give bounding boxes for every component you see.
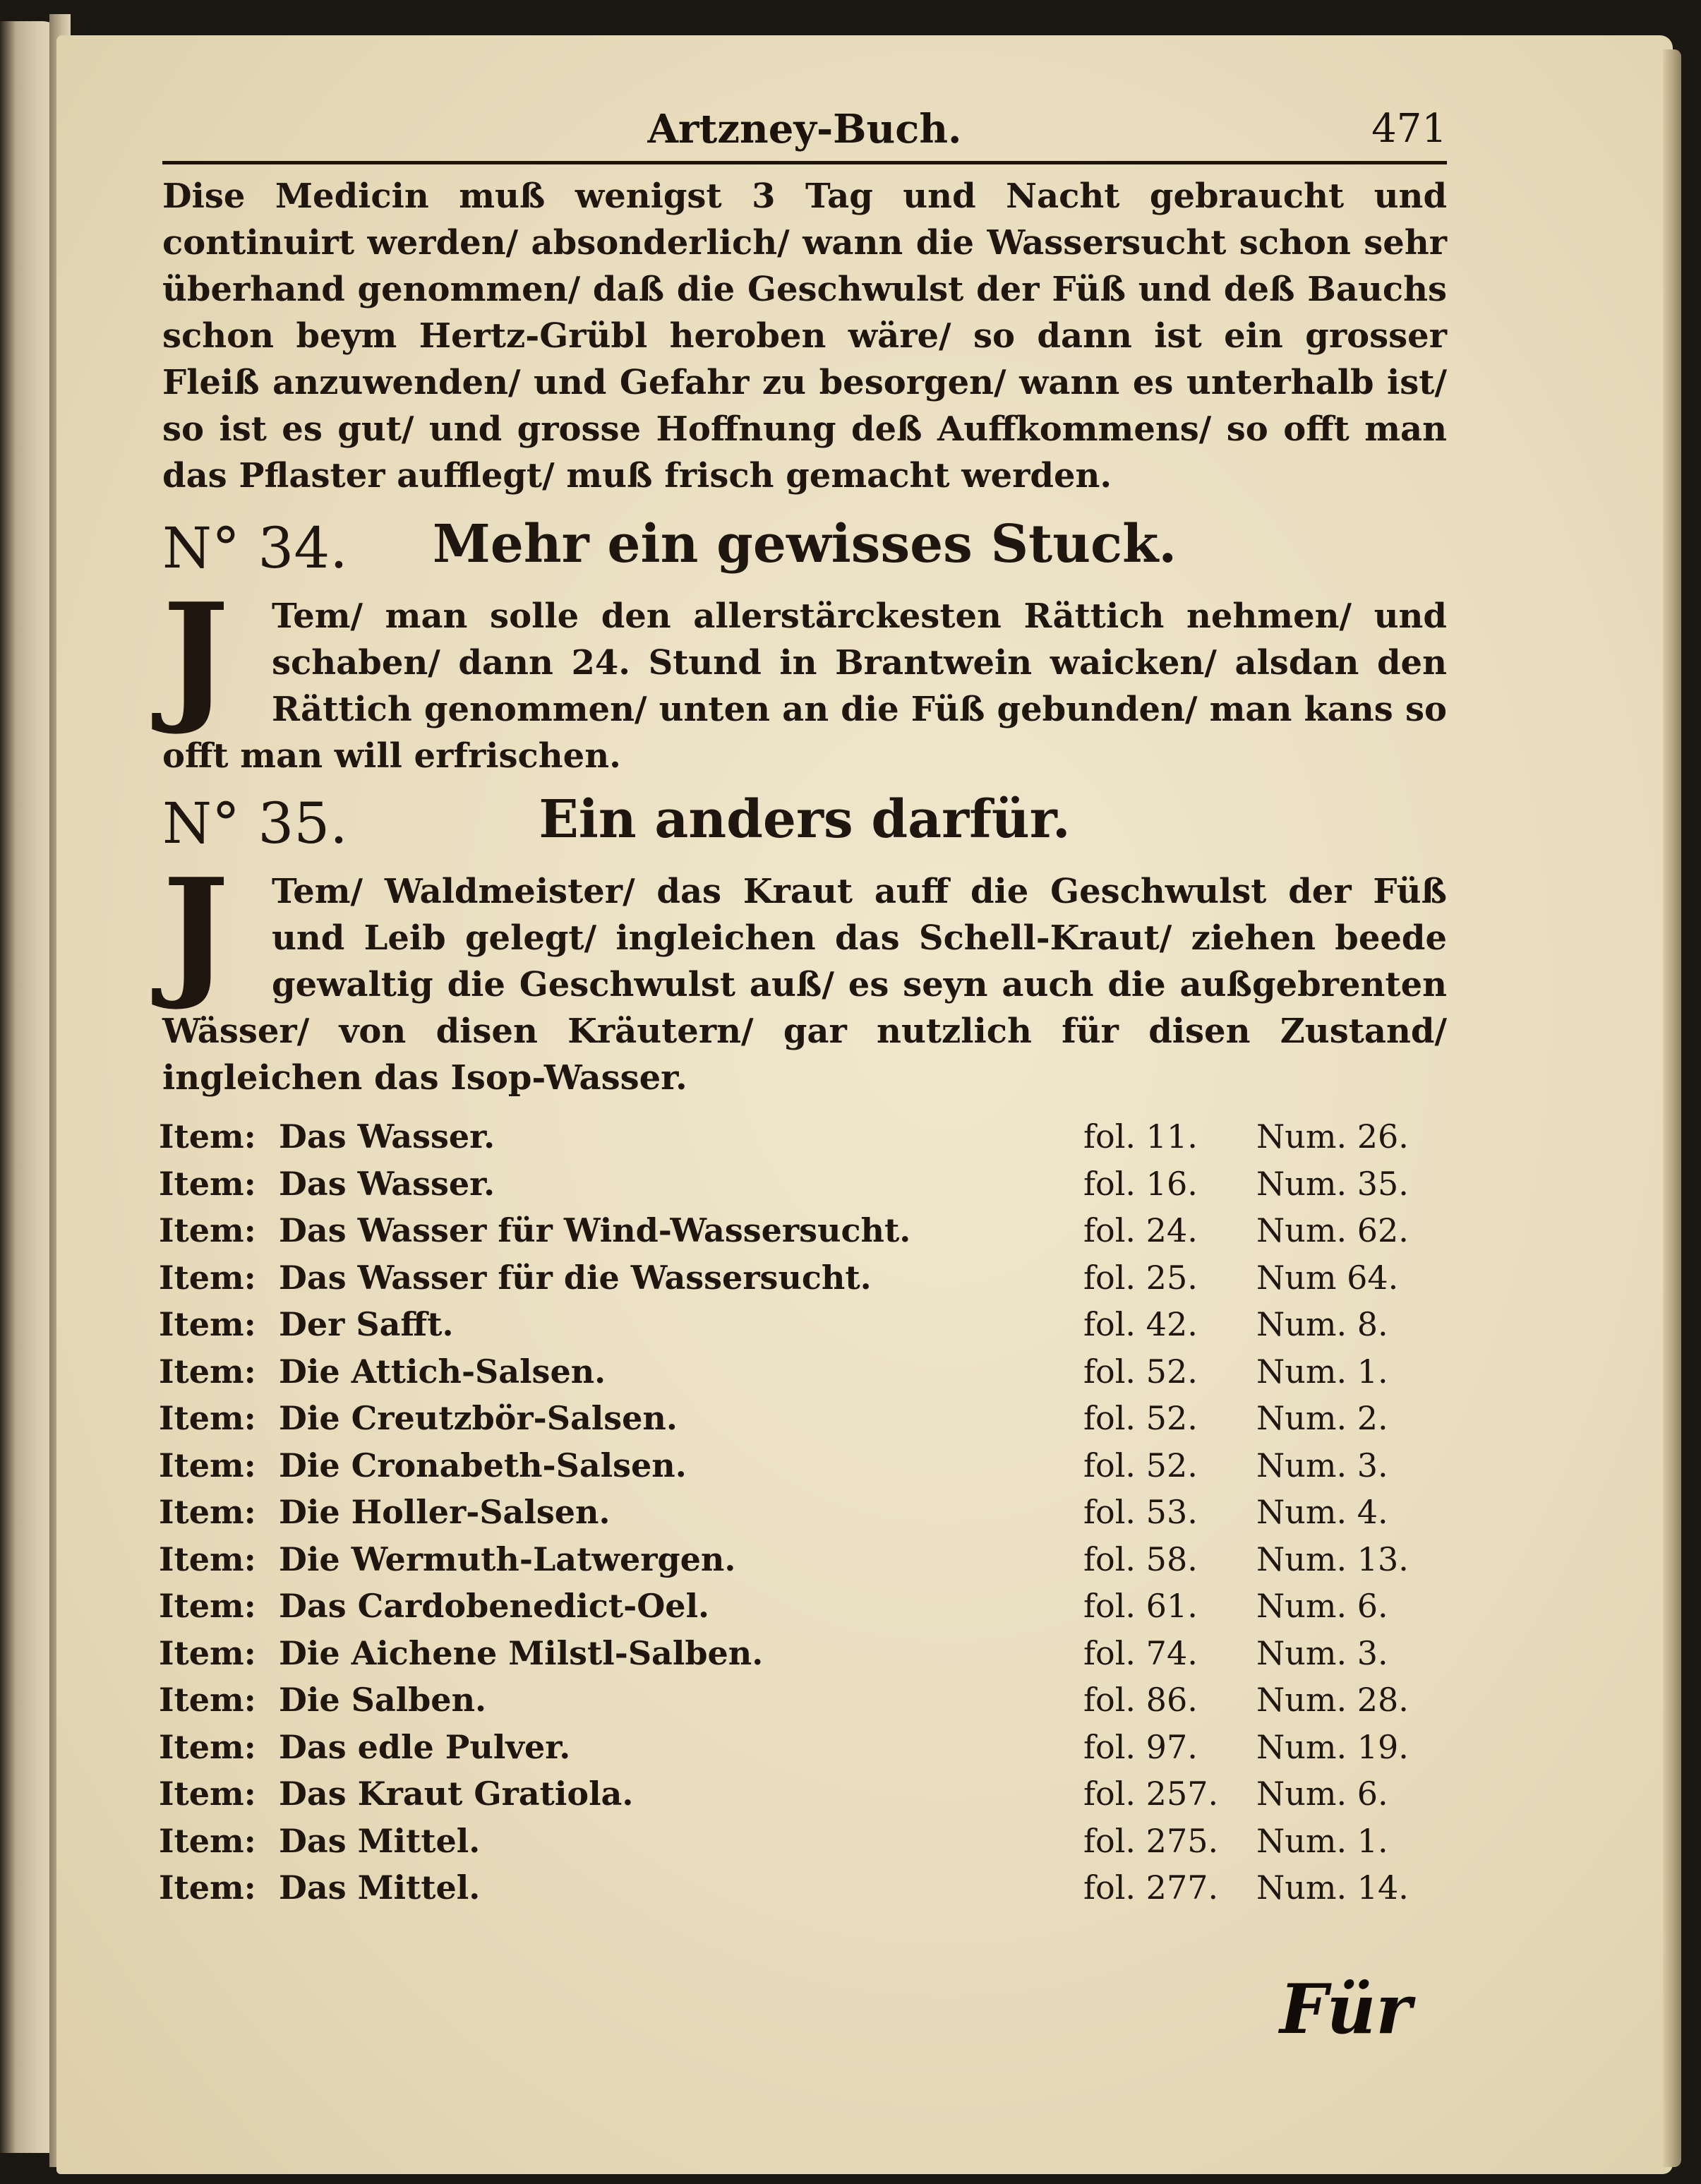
section-35	[162, 784, 1447, 1101]
reference-row: Item: Die Wermuth-Latwergen. fol. 58. Num. 13.	[159, 1540, 1409, 1578]
page-number: 471	[1371, 106, 1447, 152]
section-34	[162, 508, 1447, 779]
reference-row: Item: Das Mittel. fol. 277. Num. 14.	[159, 1868, 1409, 1907]
page-stack-edge	[1663, 49, 1681, 2167]
running-head-title: Artzney-Buch.	[647, 106, 962, 152]
drop-cap: J	[162, 848, 229, 1014]
section-title: Ein anders darfür.	[539, 789, 1071, 850]
reference-row: Item: Der Safft. fol. 42. Num. 8.	[159, 1305, 1388, 1343]
reference-row: Item: Die Salben. fol. 86. Num. 28.	[159, 1681, 1409, 1719]
reference-row: Item: Die Creutzbör-Salsen. fol. 52. Num. 2.	[159, 1399, 1388, 1437]
reference-row: Item: Das Kraut Gratiola. fol. 257. Num. 6.	[159, 1775, 1388, 1813]
reference-row: Item: Das Cardobenedict-Oel. fol. 61. Num. 6.	[159, 1587, 1388, 1625]
reference-row: Item: Das Wasser für Wind-Wassersucht. fol. 24. Num. 62.	[159, 1211, 1409, 1249]
reference-row: Item: Die Aichene Milstl-Salben. fol. 74. Num. 3.	[159, 1633, 1388, 1672]
intro-paragraph: Dise Medicin muß wenigst 3 Tag und Nacht gebraucht und continuirt werden/ absonderlich/ wann die Wassersucht schon sehr überhand genommen/ daß die Geschwulst der Füß und deß Bauchs schon beym Hertz-Grübl heroben wäre/ so dann ist ein grosser Fleiß anzuwenden/ und Gefahr zu besorgen/ wann es unterhalb ist/ so ist es gut/ und grosse Hoffnung deß Auffkommens/ so offt man das Pflaster aufflegt/ muß frisch gemacht werden.	[162, 176, 1447, 496]
section-text: Tem/ man solle den allerstärckesten Rättich nehmen/ und schaben/ dann 24. Stund in Brantwein waicken/ alsdan den Rättich genommen/ unten an die Füß gebunden/ man kans so offt man will erfrischen.	[162, 596, 1447, 776]
reference-row: Item: Das Mittel. fol. 275. Num. 1.	[159, 1821, 1388, 1860]
section-text: Tem/ Waldmeister/ das Kraut auff die Geschwulst der Füß und Leib gelegt/ ingleichen das Schell-Kraut/ ziehen beede gewaltig die Geschwulst auß/ es seyn auch die außgebrenten Wässer/ von disen Kräutern/ gar nutzlich für disen Zustand/ ingleichen das Isop-Wasser.	[162, 872, 1447, 1098]
reference-row: Item: Das Wasser. fol. 11. Num. 26.	[159, 1117, 1409, 1156]
section-title: Mehr ein gewisses Stuck.	[432, 514, 1177, 575]
section-body	[162, 572, 1447, 779]
section-body	[162, 848, 1447, 1101]
intro-block	[162, 173, 1447, 499]
reference-row: Item: Das edle Pulver. fol. 97. Num. 19.	[159, 1727, 1409, 1766]
reference-row: Item: Die Cronabeth-Salsen. fol. 52. Num. 3.	[159, 1446, 1388, 1484]
catchword: Für	[1280, 1969, 1412, 2049]
reference-row: Item: Die Attich-Salsen. fol. 52. Num. 1.	[159, 1352, 1388, 1391]
drop-cap: J	[162, 572, 229, 738]
section-heading	[162, 784, 1447, 868]
running-head	[162, 106, 1447, 155]
reference-list	[159, 1117, 1450, 1916]
reference-row: Item: Das Wasser für die Wassersucht. fol. 25. Num 64.	[159, 1258, 1399, 1297]
header-rule	[162, 161, 1447, 164]
reference-row: Item: Das Wasser. fol. 16. Num. 35.	[159, 1164, 1409, 1203]
section-heading	[162, 508, 1447, 593]
section-number: N° 35.	[162, 791, 348, 856]
section-number: N° 34.	[162, 515, 348, 581]
reference-row: Item: Die Holler-Salsen. fol. 53. Num. 4.	[159, 1493, 1388, 1531]
